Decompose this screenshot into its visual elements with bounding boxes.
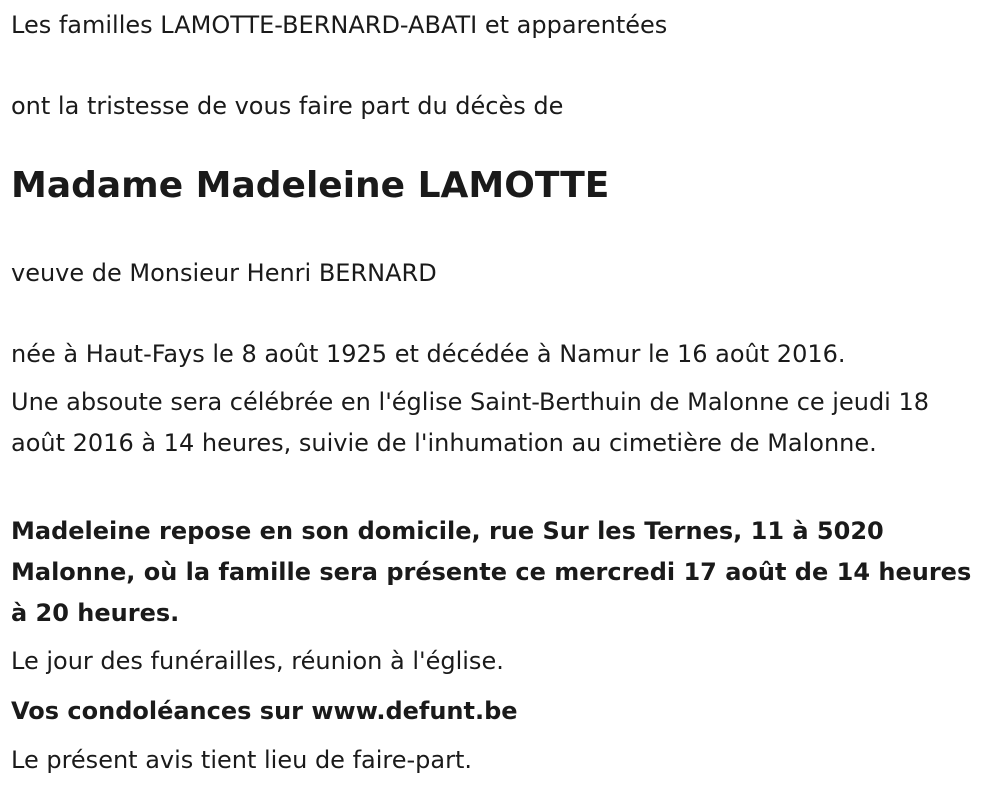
repose-paragraph: Madeleine repose en son domicile, rue Sur les Ternes, 11 à 5020 Malonne, où la famille sera présente ce mercredi 17 août de 14 heures à 20 heures. [11,517,972,627]
faire-part-line: Le présent avis tient lieu de faire-part. [11,746,473,774]
ceremony-paragraph: Une absoute sera célébrée en l'église Saint-Berthuin de Malonne ce jeudi 18 août 2016 à 14 heures, suivie de l'inhumation au cimetière de Malonne. [11,388,930,457]
families-line: Les familles LAMOTTE-BERNARD-ABATI et apparentées [11,11,668,39]
announcement-line: ont la tristesse de vous faire part du décès de [11,92,564,120]
condolences-line: Vos condoléances sur www.defunt.be [11,697,518,725]
birth-death-line: née à Haut-Fays le 8 août 1925 et décédée à Namur le 16 août 2016. [11,340,846,368]
meeting-line: Le jour des funérailles, réunion à l'église. [11,647,504,675]
widow-line: veuve de Monsieur Henri BERNARD [11,259,437,287]
deceased-name: Madame Madeleine LAMOTTE [11,165,610,206]
